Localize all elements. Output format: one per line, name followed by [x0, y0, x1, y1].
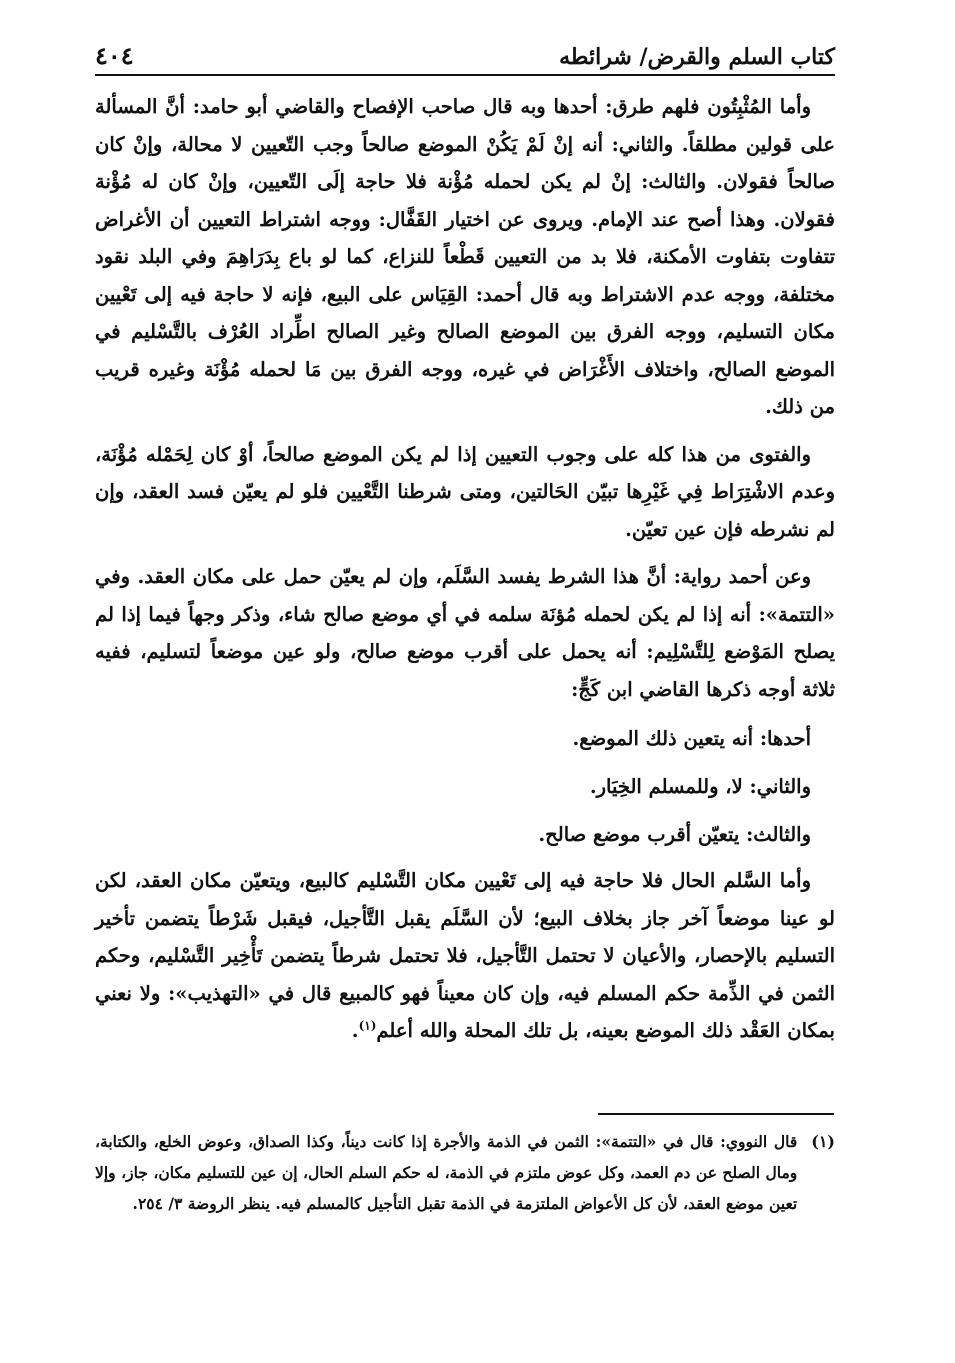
paragraph: والفتوى من هذا كله على وجوب التعيين إذا لم يكن الموضع صالحاً، أوْ كان لِحَمْله مُؤْنَة، وعدم الاشْتِرَاط فِي غَيْرِها تبيّن الحَالتين، ومتى شرطنا التَّعْيين فلو لم يعيّن فسد العقد، وإن لم نشرطه فإن عين تعيّن. [95, 442, 835, 541]
list-item-lead: والثالث: [746, 823, 811, 846]
list-item-text: أنه يتعين ذلك الموضع. [572, 727, 760, 750]
list-item-lead: والثاني: [749, 775, 811, 798]
closing-text: وأما السَّلم الحال فلا حاجة فيه إلى تَعْيين مكان التَّسْليم كالبيع، ويتعيّن مكان العقد، لكن لو عينا موضعاً آخر جاز بخلاف البيع؛ لأن السَّلَم يقبل التَّأجيل، فيقبل شَرْطاً يتضمن تأخير التسليم بالإحصار، والأعيان لا تحتمل التَّأجيل، فلا تحتمل شرطاً يتضمن تَأْخِير التَّسْليم، وحكم الثمن في الذِّمة حكم المسلم فيه، وإن كان معيناً فهو كالمبيع قال في «التهذيب»: ولا نعني بمكان العَقْد ذلك الموضع بعينه، بل تلك المحلة والله أعلم [95, 869, 835, 1042]
footnote-text: قال النووي: قال في «التتمة»: الثمن في الذمة والأجرة إذا كانت ديناً، وكذا الصداق، وعوض الخلع، والكتابة، ومال الصلح عن دم العمد، وكل عوض ملتزم في الذمة، له حكم السلم الحال، إن عين للتسليم مكان، جاز، وإلا تعين موضع العقد، لأن كل الأعواض الملتزمة في الذمة تقبل التأجيل كالمسلم فيه. ينظر الروضة ٣/ ٢٥٤. [95, 1132, 798, 1213]
footnote [95, 1126, 835, 1219]
footnote-marker[interactable]: (١) [358, 1018, 377, 1033]
list-item [95, 814, 835, 856]
list-item [95, 766, 835, 808]
page-number: ٤٠٤ [95, 41, 134, 70]
list-item-text: لا، وللمسلم الخِيَار. [589, 775, 750, 798]
footnote-number: (١) [811, 1132, 835, 1151]
list-item-lead: أحدها: [759, 727, 811, 750]
main-text [95, 88, 835, 1060]
closing-paragraph [95, 862, 835, 1050]
list-item [95, 718, 835, 760]
footnote-divider [598, 1113, 834, 1115]
running-title: كتاب السلم والقرض/ شرائطه [559, 44, 835, 70]
paragraph: وأما المُثْبِتُون فلهم طرق: أحدها وبه قال صاحب الإفصاح والقاضي أبو حامد: أنَّ المسألة على قولين مطلقاً. والثاني: أنه إنْ لَمْ يَكُنْ الموضع صالحاً وجب التّعيين لا محالة، وإنْ كان صالحاً فقولان. والثالث: إنْ لم يكن لحمله مُؤْنة فلا حاجة إلَى التّعيين، وإنْ كان له مُؤْنة فقولان. وهذا أصح عند الإمام. ويروى عن اختيار القَفَّال: ووجه اشتراط التعيين أن الأغراض تتفاوت بتفاوت الأمكنة، فلا بد من التعيين قَطْعاً للنزاع، كما لو باع بِدَرَاهِمَ وفي البلد نقود مختلفة، ووجه عدم الاشتراط وبه قال أحمد: القِيَاس على البيع، فإنه لا حاجة فيه إلى تَعْيين مكان التسليم، ووجه الفرق بين الموضع الصالح وغير الصالح اطِّراد العُرْف بالتَّسْليم في الموضع الصالح، واختلاف الأَغْرَاض في غيره، ووجه الفرق بين مَا لحمله مُؤْنَة وغيره قريب من ذلك. [95, 95, 835, 418]
page-header [95, 30, 835, 76]
list-item-text: يتعيّن أقرب موضع صالح. [538, 823, 747, 846]
closing-end: . [351, 1019, 359, 1042]
paragraph: وعن أحمد رواية: أنَّ هذا الشرط يفسد السَّلَم، وإن لم يعيّن حمل على مكان العقد. وفي «التتمة»: أنه إذا لم يكن لحمله مُؤنَة سلمه في أي موضع صالح شاء، وذكر وجهاً فيما إذا لم يصلح المَوْضع لِلتَّسْلِيم: أنه يحمل على أقرب موضع صالح، ولو عين موضعاً لتسليم، ففيه ثلاثة أوجه ذكرها القاضي ابن كَجٍّ: [95, 565, 835, 701]
